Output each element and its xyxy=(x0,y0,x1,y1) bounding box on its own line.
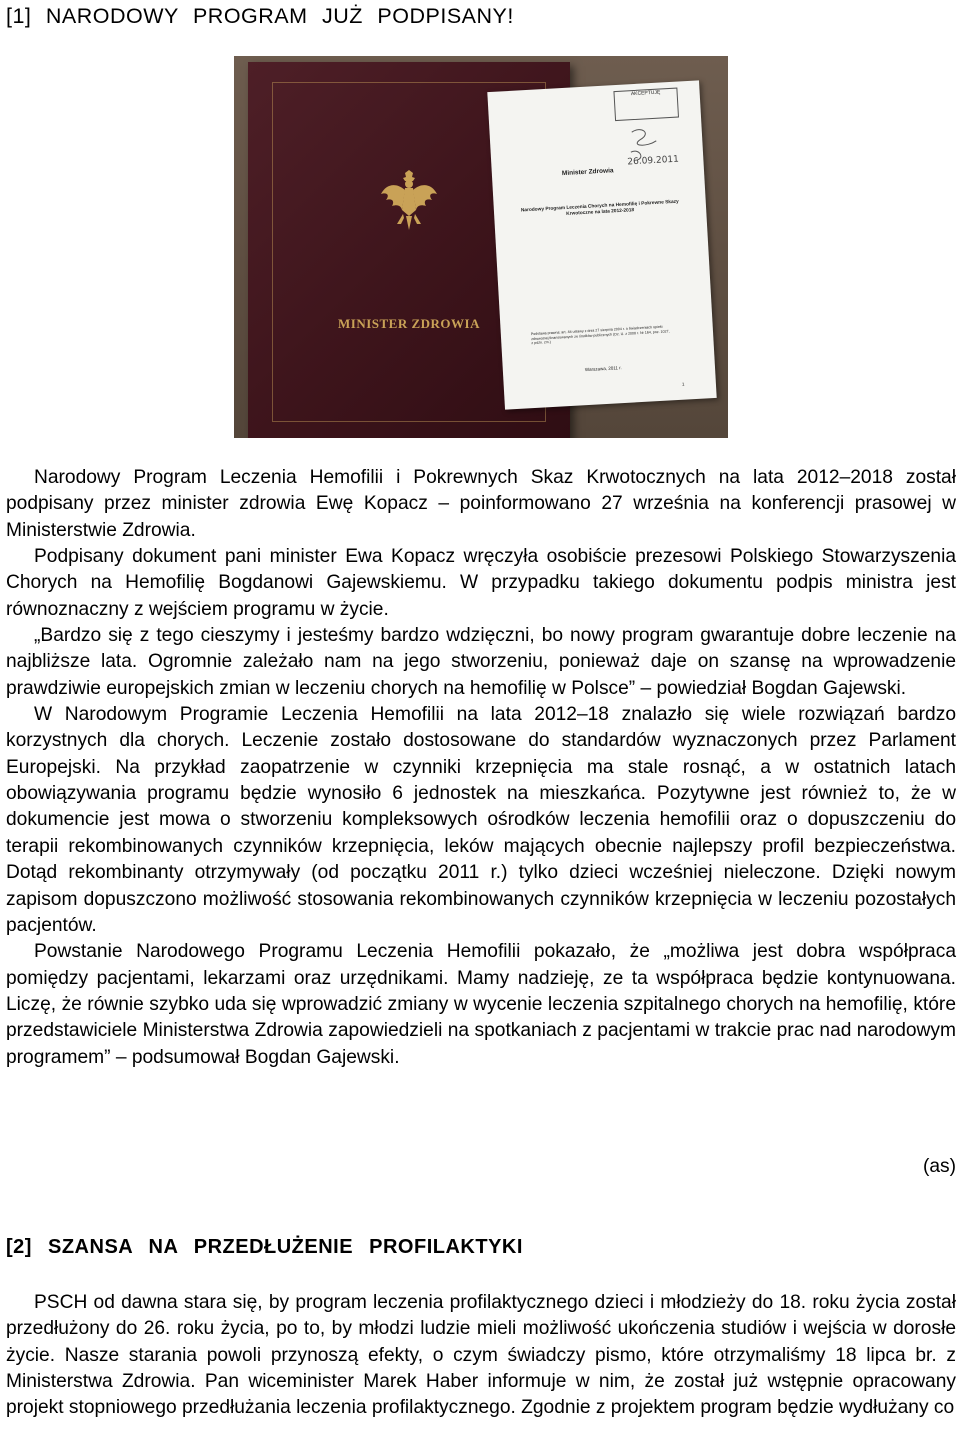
article-1-body xyxy=(6,465,956,1071)
article-1-heading: [1] NARODOWY PROGRAM JUŻ PODPISANY! xyxy=(6,4,514,28)
article-2-body xyxy=(6,1290,956,1422)
paragraph: W Narodowym Programie Leczenia Hemofilii na lata 2012–18 znalazło się wiele rozwiązań bardzo korzystnych dla chorych. Leczenie zostało dostosowane do standardów wyznaczonych przez Parlament Europejski. Na przykład zaopatrzenie w czynniki krzepnięcia ma stale rosnąć, a w ostatnich latach obowiązywania programu będzie wynosiło 6 jednostek na mieszkańca. Pozytywne jest również to, że w dokumencie jest mowa o stworzeniu kompleksowych ośrodków leczenia hemofilii oraz o dopuszczeniu do terapii rekombinowanych czynników krzepnięcia, leków mających obecnie najlepszy profil bezpieczeństwa. Dotąd rekombinanty otrzymywały (od początku 2011 r.) tylko dzieci wcześniej nieleczone. Dzięki nowym zapisom dopuszczono możliwość stosowania rekombinowanych czynników krzepnięcia w leczeniu pozostałych pacjentów. xyxy=(6,704,956,936)
signed-program-photo xyxy=(234,56,728,438)
paragraph: Powstanie Narodowego Programu Leczenia Hemofilii pokazało, że „możliwa jest dobra współpraca pomiędzy pacjentami, lekarzami oraz urzędnikami. Mamy nadzieję, ze ta współpraca będzie kontynuowana. Liczę, że równie szybko uda się wprowadzić zmiany w wycenie leczenia szpitalnego chorych na hemofilię, które przedstawiciele Ministerstwa Zdrowia zapowiedzieli na spotkaniach z pacjentami w trakcie prac nad narodowym programem” – podsumował Bogdan Gajewski. xyxy=(6,941,956,1068)
document-page-number: 1 xyxy=(681,381,685,387)
article-2-heading: [2] SZANSA NA PRZEDŁUŻENIE PROFILAKTYKI xyxy=(6,1236,523,1258)
paragraph: PSCH od dawna stara się, by program leczenia profilaktycznego dzieci i młodzieży do 18. roku życia został przedłużony do 26. roku życia, po to, by młodzi ludzie mieli możliwość ukończenia studiów i wejścia w dorosłe życie. Nasze starania powoli przynoszą efekty, o czym świadczy pismo, które otrzymaliśmy 18 lipca br. z Ministerstwa Zdrowia. Pan wiceminister Marek Haber informuje w nim, że został już wstępnie opracowany projekt stopniowego przedłużania leczenia profilaktycznego. Zgodnie z projektem program będzie wydłużany co xyxy=(6,1292,956,1419)
folder-label: MINISTER ZDROWIA xyxy=(338,316,480,331)
stamp-text: AKCEPTUJĘ xyxy=(630,89,661,98)
approval-stamp xyxy=(613,88,679,122)
signature-icon xyxy=(621,121,693,169)
polish-eagle-emblem-icon xyxy=(378,164,440,234)
author-signoff: (as) xyxy=(922,1156,956,1177)
document-ministry: Minister Zdrowia xyxy=(561,167,614,178)
signature-date: 26.09.2011 xyxy=(627,154,680,168)
document-legal-basis: Podstawa prawna: art. 48 ustawy z dnia 27 sierpnia 2004 r. o świadczeniach opieki zdrowotnej finansowanych ze środków publicznych (Dz. U. z 2008 r. Nr 164, poz. 1027, z późn. zm.) xyxy=(530,324,670,346)
document-title: Narodowy Program Leczenia Chorych na Hemofilię i Pokrewne Skazy Krwotoczne na lata 2012-2018 xyxy=(520,199,679,217)
paragraph: „Bardzo się z tego cieszymy i jesteśmy bardzo wdzięczni, bo nowy program gwarantuje dobre leczenie na najbliższe lata. Ogromnie zależało nam na jego stworzeniu, ponieważ daje on szansę na wprowadzenie prawdziwie europejskich zmian w leczeniu chorych na hemofilię w Polsce” – powiedział Bogdan Gajewski. xyxy=(6,625,956,699)
document-place-date: Warszawa, 2011 r. xyxy=(584,365,622,373)
paragraph: Narodowy Program Leczenia Hemofilii i Pokrewnych Skaz Krwotocznych na lata 2012–2018 został podpisany przez minister zdrowia Ewę Kopacz – poinformowano 27 września na konferencji prasowej w Ministerstwie Zdrowia. xyxy=(6,467,956,541)
paragraph: Podpisany dokument pani minister Ewa Kopacz wręczyła osobiście prezesowi Polskiego Stowarzyszenia Chorych na Hemofilię Bogdanowi Gajewskiemu. W przypadku takiego dokumentu podpis ministra jest równoznaczny z wejściem programu w życie. xyxy=(6,546,956,620)
program-document xyxy=(487,80,716,409)
